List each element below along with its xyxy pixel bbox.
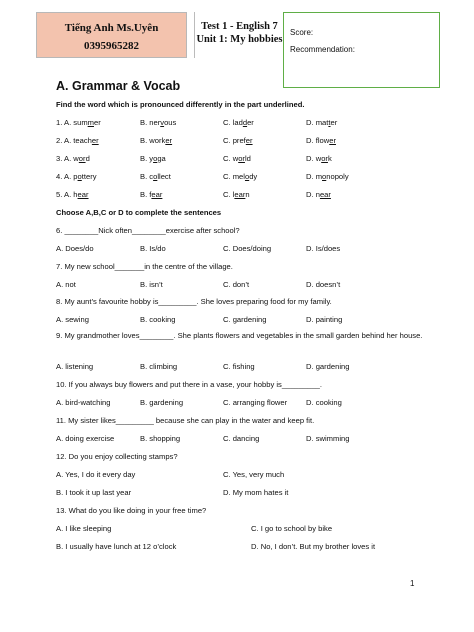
pron-option: 5. A. hear (56, 190, 89, 199)
test-title: Test 1 - English 7 (201, 21, 278, 32)
teacher-phone: 0395965282 (84, 40, 139, 52)
pronunciation-instruction: Find the word which is pronounced differently in the part underlined. (56, 100, 305, 109)
answer-option: C. fishing (223, 362, 255, 371)
pron-option: B. yoga (140, 154, 166, 163)
answer-option: D. gardening (306, 362, 350, 371)
page-number: 1 (410, 579, 415, 588)
answer-option: D. My mom hates it (223, 488, 289, 497)
answer-option: D. cooking (306, 398, 342, 407)
pron-option: 4. A. pottery (56, 172, 97, 181)
answer-option: A. not (56, 280, 76, 289)
pron-option: B. worker (140, 136, 173, 145)
pron-option: D. near (306, 190, 331, 199)
question-text: 11. My sister likes_________ because she can play in the water and keep fit. (56, 416, 315, 425)
answer-option: A. sewing (56, 315, 89, 324)
question-text: 13. What do you like doing in your free time? (56, 506, 207, 515)
section-title: A. Grammar & Vocab (56, 79, 181, 93)
pron-option: C. world (223, 154, 251, 163)
answer-option: B. gardening (140, 398, 184, 407)
answer-option: D. swimming (306, 434, 350, 443)
teacher-info-box (36, 12, 187, 58)
pron-option: C. learn (223, 190, 250, 199)
pron-option: 3. A. word (56, 154, 90, 163)
answer-option: C. arranging flower (223, 398, 288, 407)
answer-option: B. Is/do (140, 244, 166, 253)
recommendation-label: Recommendation: (290, 45, 355, 54)
pron-option: D. matter (306, 118, 338, 127)
answer-option: D. No, I don’t. But my brother loves it (251, 542, 376, 551)
score-label: Score: (290, 28, 314, 37)
pron-option: D. work (306, 154, 332, 163)
question-text: 12. Do you enjoy collecting stamps? (56, 452, 178, 461)
pron-option: D. flower (306, 136, 336, 145)
question-text: 10. If you always buy flowers and put there in a vase, your hobby is_________. (56, 380, 322, 389)
score-box (283, 12, 440, 88)
answer-option: A. listening (56, 362, 94, 371)
pron-option: C. ladder (223, 118, 254, 127)
answer-option: A. bird-watching (56, 398, 111, 407)
pron-option: B. nervous (140, 118, 177, 127)
answer-option: D. doesn’t (306, 280, 341, 289)
answer-option: A. Does/do (56, 244, 94, 253)
pron-option: D. monopoly (306, 172, 349, 181)
answer-option: B. I took it up last year (56, 488, 132, 497)
pron-option: B. collect (140, 172, 171, 181)
answer-option: B. climbing (140, 362, 178, 371)
choose-instruction: Choose A,B,C or D to complete the sentences (56, 208, 222, 217)
answer-option: A. Yes, I do it every day (56, 470, 136, 479)
answer-option: B. I usually have lunch at 12 o’clock (56, 542, 177, 551)
answer-option: B. cooking (140, 315, 176, 324)
answer-option: C. dancing (223, 434, 260, 443)
answer-option: D. Is/does (306, 244, 341, 253)
answer-option: D. painting (306, 315, 343, 324)
answer-option: C. don’t (223, 280, 250, 289)
answer-option: B. shopping (140, 434, 181, 443)
test-title-box (194, 12, 284, 58)
answer-option: A. I like sleeping (56, 524, 112, 533)
answer-option: A. doing exercise (56, 434, 115, 443)
question-text: 6. ________Nick often________exercise after school? (56, 226, 240, 235)
pron-option: C. melody (223, 172, 258, 181)
answer-option: C. Does/doing (223, 244, 272, 253)
teacher-name: Tiếng Anh Ms.Uyên (64, 22, 159, 34)
answer-option: B. isn’t (140, 280, 163, 289)
pron-option: C. prefer (223, 136, 253, 145)
answer-option: C. I go to school by bike (251, 524, 333, 533)
answer-option: C. gardening (223, 315, 267, 324)
pron-option: B. fear (140, 190, 163, 199)
pron-option: 1. A. summer (56, 118, 101, 127)
question-text: 9. My grandmother loves________. She plants flowers and vegetables in the small garden behind her house. (56, 331, 423, 340)
pron-option: 2. A. teacher (56, 136, 99, 145)
question-text: 7. My new school_______in the centre of the village. (56, 262, 233, 271)
answer-option: C. Yes, very much (223, 470, 285, 479)
unit-title: Unit 1: My hobbies (196, 34, 283, 45)
question-text: 8. My aunt’s favourite hobby is_________. She loves preparing food for my family. (56, 297, 332, 306)
